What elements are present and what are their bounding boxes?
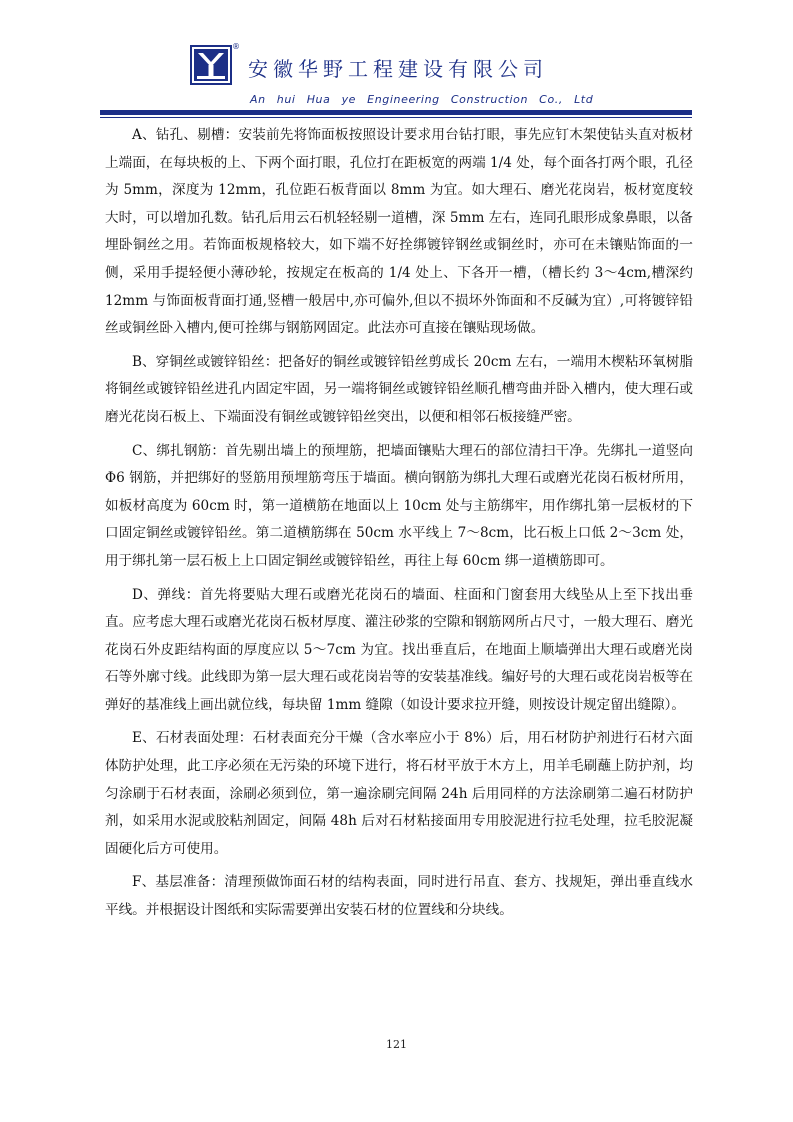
company-name-cn: 安徽华野工程建设有限公司 [248, 57, 548, 81]
paragraph-wire-threading: B、穿铜丝或镀锌铅丝：把备好的铜丝或镀锌铅丝剪成长 20cm 左右，一端用木楔粘环氧树脂将铜丝或镀锌铅丝进孔内固定牢固，另一端将铜丝或镀锌铅丝顺孔槽弯曲并卧入槽内，使大理石或磨光花岗石板上、下端面没有铜丝或镀锌铅丝突出，以便和相邻石板接缝严密。 [105, 353, 693, 425]
header-rule-thick [100, 110, 692, 115]
page-header [0, 0, 793, 120]
company-logo-icon [190, 45, 232, 85]
paragraph-line-marking: D、弹线：首先将要贴大理石或磨光花岗石的墙面、柱面和门窗套用大线坠从上至下找出垂直。应考虑大理石或磨光花岗石板材厚度、灌注砂浆的空隙和钢筋网所占尺寸，一般大理石、磨光花岗石外皮距结构面的厚度应以 5～7cm 为宜。找出垂直后，在地面上顺墙弹出大理石或磨光岗石等外廓寸线。此线即为第一层大理石或花岗岩等的安装基准线。编好号的大理石或花岗岩板等在弹好的基准线上画出就位线，每块留 1mm 缝隙（如设计要求拉开缝，则按设计规定留出缝隙）。 [105, 586, 693, 713]
paragraph-rebar-binding: C、绑扎钢筋：首先剔出墙上的预埋筋，把墙面镶贴大理石的部位清扫干净。先绑扎一道竖向Φ6 钢筋，并把绑好的竖筋用预埋筋弯压于墙面。横向钢筋为绑扎大理石或磨光花岗石板材所用，如板材高度为 60cm 时，第一道横筋在地面以上 10cm 处与主筋绑牢，用作绑扎第一层板材的下口固定铜丝或镀锌铅丝。第二道横筋绑在 50cm 水平线上 7～8cm，比石板上口低 2～3cm 处，用于绑扎第一层石板上上口固定铜丝或镀锌铅丝，再往上每 60cm 绑一道横筋即可。 [105, 442, 693, 569]
document-body [105, 122, 693, 931]
company-name-en: An hui Hua ye Engineering Construction Co., Ltd [250, 93, 594, 106]
paragraph-drilling: A、钻孔、剔槽：安装前先将饰面板按照设计要求用台钻打眼，事先应钉木架使钻头直对板材上端面，在每块板的上、下两个面打眼，孔位打在距板宽的两端 1/4 处，每个面各打两个眼，孔径为 5mm，深度为 12mm，孔位距石板背面以 8mm 为宜。如大理石、磨光花岗岩，板材宽度较大时，可以增加孔数。钻孔后用云石机轻轻剔一道槽，深 5mm 左右，连同孔眼形成象鼻眼，以备埋卧铜丝之用。若饰面板规格较大，如下端不好拴绑镀锌钢丝或铜丝时，亦可在未镶贴饰面的一侧，采用手提轻便小薄砂轮，按规定在板高的 1/4 处上、下各开一槽，（槽长约 3～4cm,槽深约 12mm 与饰面板背面打通,竖槽一般居中,亦可偏外,但以不损坏外饰面和不反碱为宜）,可将镀锌铅丝或铜丝卧入槽内,便可拴绑与钢筋网固定。此法亦可直接在镶贴现场做。 [105, 127, 693, 337]
registered-mark: ® [232, 42, 240, 51]
header-rule-thin [100, 117, 692, 118]
paragraph-base-preparation: F、基层准备：清理预做饰面石材的结构表面，同时进行吊直、套方、找规矩，弹出垂直线水平线。并根据设计图纸和实际需要弹出安装石材的位置线和分块线。 [105, 874, 693, 919]
page-number: 121 [386, 1038, 407, 1051]
paragraph-surface-treatment: E、石材表面处理：石材表面充分干燥（含水率应小于 8%）后，用石材防护剂进行石材六面体防护处理，此工序必须在无污染的环境下进行，将石材平放于木方上，用羊毛刷蘸上防护剂，均匀涂刷于石材表面，涂刷必须到位，第一遍涂刷完间隔 24h 后用同样的方法涂刷第二遍石材防护剂，如采用水泥或胶粘剂固定，间隔 48h 后对石材粘接面用专用胶泥进行拉毛处理，拉毛胶泥凝固硬化后方可使用。 [105, 730, 693, 857]
